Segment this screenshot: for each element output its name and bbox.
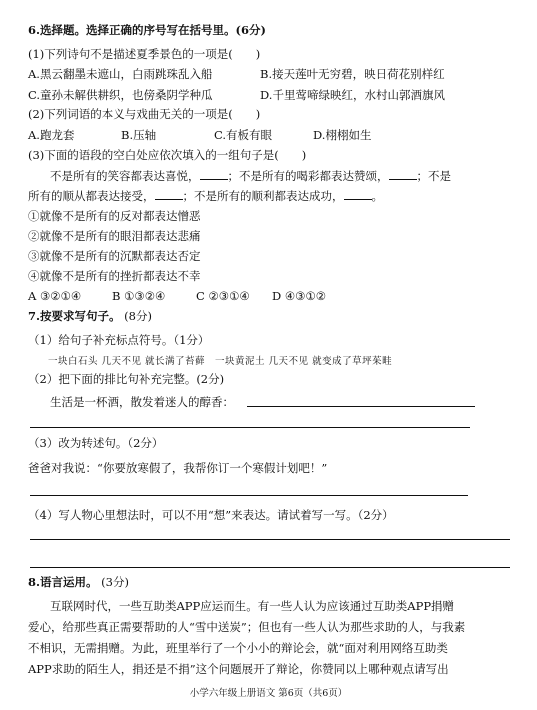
q6-sub3-option-c: C ②③①④ [196,289,250,303]
q6-sub2-option-b: B.压轴 [121,128,157,142]
q7-header-row [28,309,509,324]
q8-passage-line-1: 互联网时代，一些互助类APP应运而生。有一些人认为应该通过互助类APP捐赠 [50,599,455,613]
q8-passage-line-2: 爱心，给那些真正需要帮助的人“雪中送炭”；但也有一些人认为那些求助的人，与我素 [28,620,466,634]
q7-sub1-text: 一块白石头 几天不见 就长满了苔藓 一块黄泥土 几天不见 就变成了草坪茱畦 [48,356,393,367]
q6-sub2-option-d: D.栩栩如生 [313,128,372,142]
q6-sub3-prompt: (3)下面的语段的空白处应依次填入的一组句子是( ) [28,148,307,162]
q6-sub2-prompt: (2)下列词语的本义与戏曲无关的一项是( ) [28,107,261,121]
passage-text: 不是所有的笑容都表达喜悦， [50,169,200,183]
q7-sub3-answer-line[interactable] [30,495,468,496]
blank[interactable] [344,188,372,200]
q6-sub3-option-d: D ④③①② [272,289,327,303]
q6-sub3-option-b: B ①③②④ [112,289,166,303]
q6-sub3-option-a: A ③②①④ [28,289,82,303]
q6-sub3-sentence-3: ③就像不是所有的沉默都表达否定 [28,249,201,263]
q6-sub3-sentence-2: ②就像不是所有的眼泪都表达悲痛 [28,229,201,243]
q6-sub1-option-d: D.千里莺啼绿映红，水村山郭酒旗风 [260,88,445,102]
q7-sub2-answer-line-2[interactable] [30,427,470,428]
passage-text: 所有的顺从都表达接受， [28,189,155,203]
q6-sub3-sentence-1: ①就像不是所有的反对都表达憎恶 [28,209,201,223]
passage-text: ；不是 [416,169,451,183]
page-footer: 小学六年级上册语文 第6页（共6页） [189,688,348,699]
q7-sub4-answer-line-1[interactable] [30,539,510,540]
q6-sub3-passage-line1 [50,168,509,184]
q7-score: (8分) [124,309,152,323]
passage-text: 。 [371,189,383,203]
q6-sub1-row2 [28,88,509,103]
blank[interactable] [155,188,183,200]
q8-header: 8.语言运用。 [28,575,98,589]
q8-score: (3分) [101,575,129,589]
q8-passage-line-4: APP求助的陌生人，捐还是不捐”这个问题展开了辩论，你赞同以上哪种观点请写出 [28,662,449,676]
passage-text: ；不是所有的喝彩都表达赞颂， [227,169,389,183]
q7-sub1-prompt: （1）给句子补充标点符号。（1分） [28,333,210,347]
q6-header: 6.选择题。选择正确的序号写在括号里。(6分) [28,23,266,37]
q8-header-row [28,575,509,590]
passage-text: ；不是所有的顺利都表达成功， [182,189,344,203]
q8-passage-line-3: 不相识，无需捐赠。为此，班里举行了一个小小的辩论会，就“面对利用网络互助类 [28,641,448,655]
q6-sub3-sentence-4: ④就像不是所有的挫折都表达不幸 [28,269,201,283]
q6-sub1-row1 [28,67,509,82]
q7-sub3-prompt: （3）改为转述句。（2分） [28,436,164,450]
q6-sub1-option-b: B.接天莲叶无穷碧，映日荷花别样红 [260,67,445,81]
q7-sub2-prompt: （2）把下面的排比句补充完整。(2分) [28,372,225,386]
blank[interactable] [200,168,228,180]
q7-sub2-text: 生活是一杯酒，散发着迷人的醇香： [50,395,234,409]
q6-sub2-option-a: A.跑龙套 [28,128,75,142]
q6-sub3-options [28,289,509,304]
q6-sub1-prompt: (1)下列诗句不是描述夏季景色的一项是( ) [28,47,261,61]
blank[interactable] [389,168,417,180]
q7-sub4-prompt: （4）写人物心里想法时，可以不用“想”来表达。请试着写一写。（2分） [28,508,394,522]
q6-sub1-option-c: C.童孙未解供耕织，也傍桑阴学种瓜 [28,88,213,102]
q7-sub3-text: 爸爸对我说：“你要放寒假了，我帮你订一个寒假计划吧！” [28,461,328,475]
q7-sub4-answer-line-2[interactable] [30,567,510,568]
q7-sub2-answer-line-1[interactable] [247,406,475,407]
q6-sub3-passage-line2 [28,188,509,204]
q6-sub2-options [28,128,509,143]
q6-sub1-option-a: A.黑云翻墨未遮山，白雨跳珠乱入船 [28,67,213,81]
q6-sub2-option-c: C.有板有眼 [214,128,273,142]
q7-header: 7.按要求写句子。 [28,309,121,323]
